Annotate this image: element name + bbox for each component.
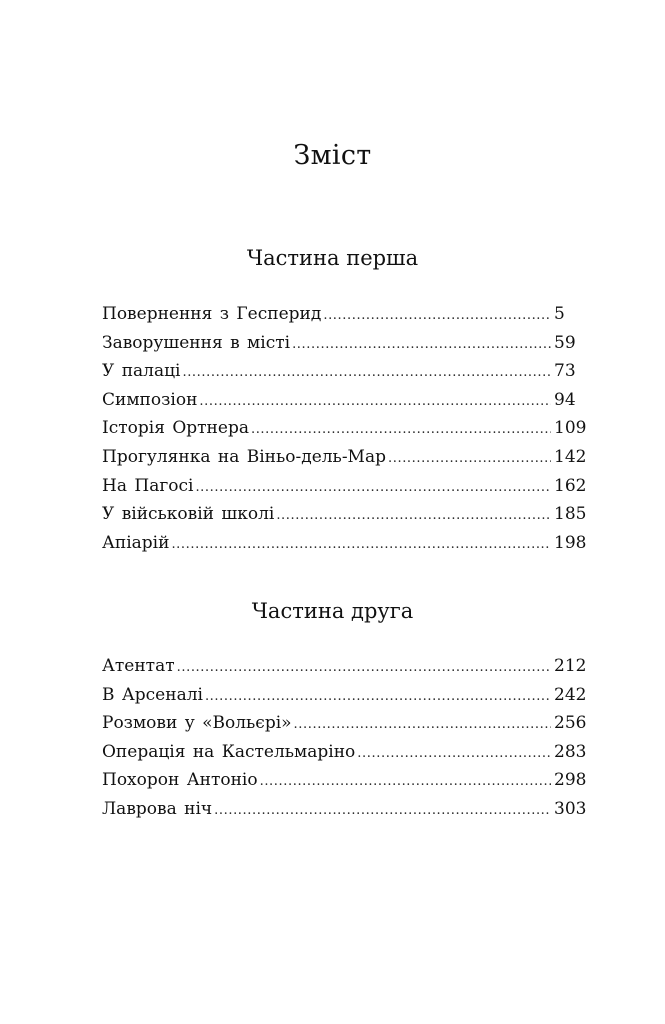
- toc-entry: [102, 795, 588, 824]
- page-title: Зміст: [293, 140, 372, 171]
- dot-leader: [292, 331, 551, 360]
- toc-page-number: 5: [554, 304, 565, 324]
- toc-page-number: 198: [554, 532, 587, 553]
- toc-page-number: 94: [554, 389, 576, 410]
- toc-page-number: 185: [554, 504, 587, 525]
- toc-entry-title: Атентат: [102, 656, 175, 676]
- toc-entry: [102, 529, 588, 558]
- dot-leader: [276, 502, 551, 531]
- toc-entry-title: На Пагосі: [102, 475, 194, 496]
- part-two-heading: Частина друга: [251, 599, 414, 623]
- toc-entry-title: Лаврова ніч: [102, 798, 213, 819]
- toc-entry: [102, 472, 588, 501]
- dot-leader: [182, 359, 551, 388]
- toc-page-number: 303: [554, 798, 587, 819]
- toc-page-number: 283: [554, 741, 587, 762]
- toc-page-number: 256: [554, 713, 587, 734]
- toc-entry-title: Апіарій: [102, 532, 170, 553]
- toc-entry-title: Заворушення в місті: [102, 332, 291, 353]
- dot-leader: [171, 531, 551, 560]
- toc-entry-title: У палаці: [102, 361, 181, 382]
- toc-entry-title: Операція на Кастельмаріно: [102, 741, 356, 762]
- toc-page-number: 242: [554, 684, 587, 705]
- toc-entry: [102, 329, 588, 358]
- toc-entry: [102, 500, 588, 529]
- dot-leader: [323, 302, 551, 331]
- toc-page-number: 59: [554, 332, 576, 353]
- toc-entry-title: Похорон Антоніо: [102, 770, 258, 791]
- toc-entry: [102, 386, 588, 415]
- toc-entry: [102, 414, 588, 443]
- dot-leader: [357, 740, 551, 769]
- toc-page-number: 212: [554, 656, 587, 676]
- dot-leader: [195, 474, 551, 503]
- dot-leader: [177, 654, 551, 683]
- toc-page-number: 162: [554, 475, 587, 496]
- dot-leader: [214, 797, 551, 826]
- dot-leader: [199, 388, 551, 417]
- toc-entry-title: У військовій школі: [102, 504, 275, 525]
- toc-page-number: 298: [554, 770, 587, 791]
- toc-entry-title: Історія Ортнера: [102, 418, 249, 439]
- toc-entry: [102, 300, 588, 329]
- toc-entry: [102, 443, 588, 472]
- dot-leader: [260, 768, 551, 797]
- toc-entry-title: Повернення з Гесперид: [102, 304, 322, 324]
- toc-entry-title: Прогулянка на Віньо-дель-Мар: [102, 446, 386, 467]
- toc-entry: [102, 681, 588, 710]
- dot-leader: [294, 711, 551, 740]
- toc-entry: [102, 766, 588, 795]
- part-one-toc-list: [102, 300, 588, 557]
- part-two-toc-list: [102, 652, 588, 824]
- dot-leader: [388, 445, 551, 474]
- toc-entry-title: Симпозіон: [102, 389, 198, 410]
- toc-entry: [102, 357, 588, 386]
- toc-entry: [102, 738, 588, 767]
- toc-entry: [102, 652, 588, 681]
- dot-leader: [251, 416, 551, 445]
- toc-page-number: 142: [554, 446, 587, 467]
- part-one-heading: Частина перша: [246, 246, 419, 270]
- toc-page-number: 73: [554, 361, 576, 382]
- toc-entry-title: Розмови у «Вольєрі»: [102, 713, 292, 734]
- toc-page-number: 109: [554, 418, 587, 439]
- dot-leader: [205, 683, 551, 712]
- toc-entry: [102, 709, 588, 738]
- toc-entry-title: В Арсеналі: [102, 684, 203, 705]
